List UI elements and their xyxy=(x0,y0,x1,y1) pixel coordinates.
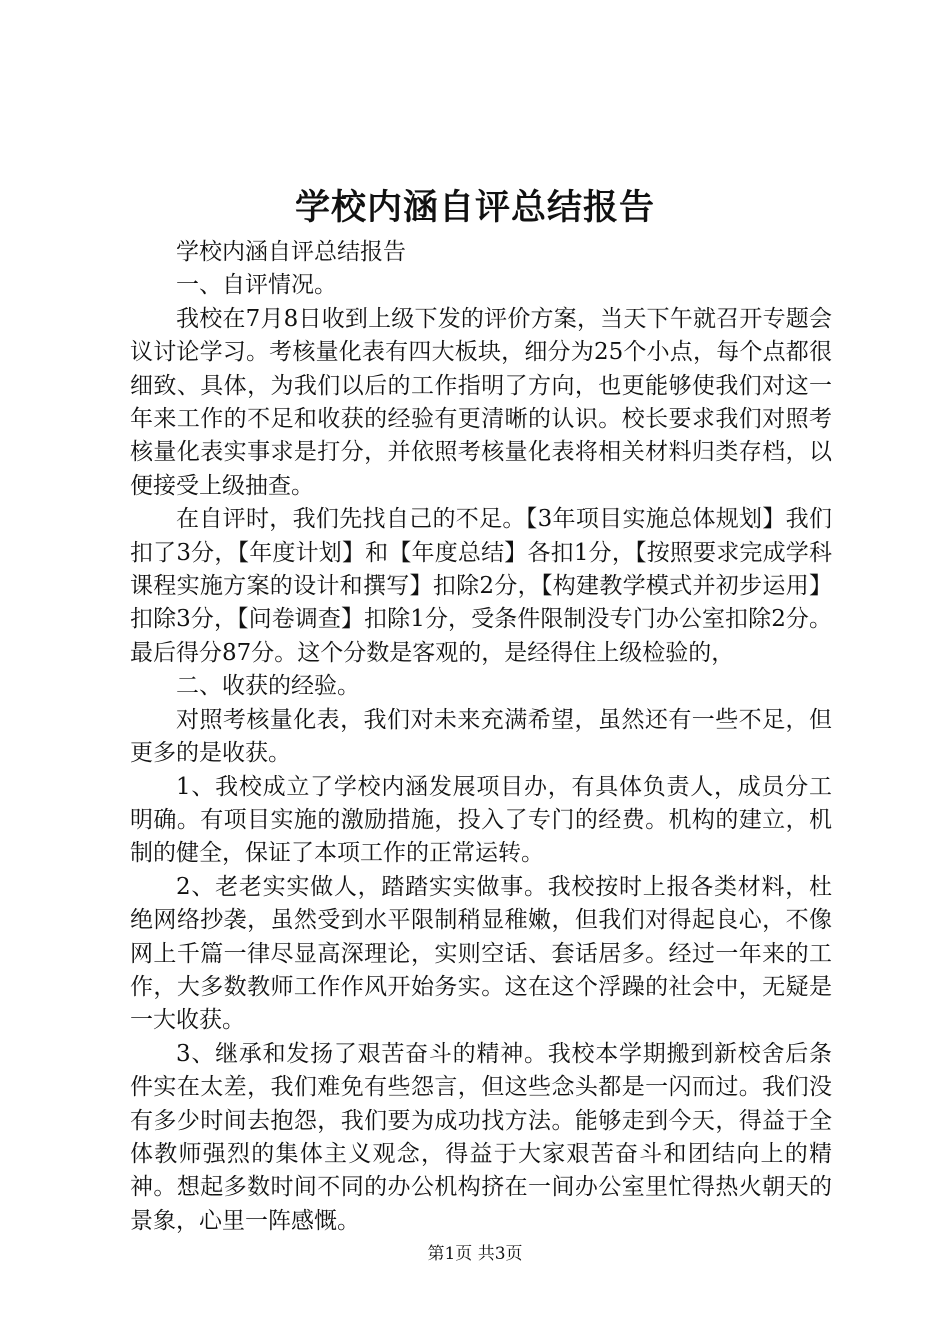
page-footer: 第1页 共3页 xyxy=(427,1244,523,1264)
paragraph: 对照考核量化表，我们对未来充满希望，虽然还有一些不足，但更多的是收获。 xyxy=(130,706,832,767)
document-title: 学校内涵自评总结报告 xyxy=(294,187,655,228)
paragraph: 3、继承和发扬了艰苦奋斗的精神。我校本学期搬到新校舍后条件实在太差，我们难免有些怨言，但这些念头都是一闪而过。我们没有多少时间去抱怨，我们要为成功找方法。能够走到今天，得益于全体教师强烈的集体主义观念，得益于大家艰苦奋斗和团结向上的精神。想起多数时间不同的办公机构挤在一间办公室里忙得热火朝天的景象，心里一阵感慨。 xyxy=(130,1040,832,1234)
paragraph: 1、我校成立了学校内涵发展项目办，有具体负责人，成员分工明确。有项目实施的激励措施，投入了专门的经费。机构的建立，机制的健全，保证了本项工作的正常运转。 xyxy=(130,773,832,867)
paragraph: 我校在7月8日收到上级下发的评价方案，当天下午就召开专题会议讨论学习。考核量化表有四大板块，细分为25个小点，每个点都很细致、具体，为我们以后的工作指明了方向，也更能够使我们对这一年来工作的不足和收获的经验有更清晰的认识。校长要求我们对照考核量化表实事求是打分，并依照考核量化表将相关材料归类存档，以便接受上级抽查。 xyxy=(130,305,832,499)
document-body xyxy=(130,236,832,1238)
section-heading-self-evaluation: 一、自评情况。 xyxy=(176,272,337,299)
paragraph: 在自评时，我们先找自己的不足。【3年项目实施总体规划】我们扣了3分，【年度计划】和【年度总结】各扣1分，【按照要求完成学科课程实施方案的设计和撰写】扣除2分，【构建教学模式并初步运用】扣除3分，【问卷调查】扣除1分，受条件限制没专门办公室扣除2分。最后得分87分。这个分数是客观的，是经得住上级检验的， xyxy=(130,506,832,666)
section-heading-experience: 二、收获的经验。 xyxy=(176,673,360,700)
paragraph: 2、老老实实做人，踏踏实实做事。我校按时上报各类材料，杜绝网络抄袭，虽然受到水平限制稍显稚嫩，但我们对得起良心，不像网上千篇一律尽显高深理论，实则空话、套话居多。经过一年来的工作，大多数教师工作作风开始务实。这在这个浮躁的社会中，无疑是一大收获。 xyxy=(130,873,832,1034)
paragraph-subtitle: 学校内涵自评总结报告 xyxy=(176,239,406,265)
